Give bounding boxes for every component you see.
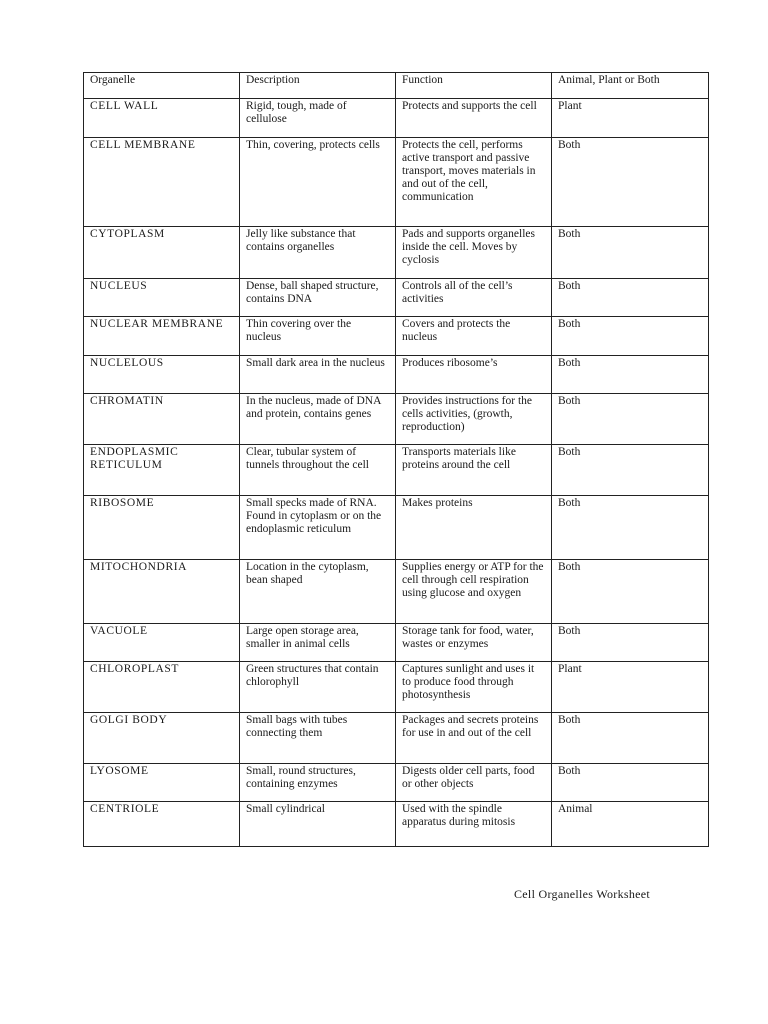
organelle-type: Both — [552, 445, 709, 496]
organelle-function: Pads and supports organelles inside the cell. Moves by cyclosis — [396, 227, 552, 279]
header-function: Function — [396, 73, 552, 99]
header-description: Description — [240, 73, 396, 99]
organelle-description: Small specks made of RNA. Found in cytoplasm or on the endoplasmic reticulum — [240, 496, 396, 560]
organelle-name: RIBOSOME — [84, 496, 240, 560]
organelle-name: LYOSOME — [84, 764, 240, 802]
organelle-description: Small dark area in the nucleus — [240, 356, 396, 394]
organelle-function: Used with the spindle apparatus during mitosis — [396, 802, 552, 847]
organelle-table — [83, 72, 709, 847]
organelle-type: Plant — [552, 662, 709, 713]
table-row — [84, 560, 709, 624]
organelle-function: Provides instructions for the cells activities, (growth, reproduction) — [396, 394, 552, 445]
table-row — [84, 662, 709, 713]
organelle-type: Plant — [552, 99, 709, 138]
organelle-name: NUCLEAR MEMBRANE — [84, 317, 240, 356]
organelle-type: Both — [552, 356, 709, 394]
organelle-name: CENTRIOLE — [84, 802, 240, 847]
organelle-function: Protects the cell, performs active transport and passive transport, moves materials in and out of the cell, communication — [396, 138, 552, 227]
organelle-description: Large open storage area, smaller in animal cells — [240, 624, 396, 662]
organelle-name: NUCLEUS — [84, 279, 240, 317]
organelle-name: GOLGI BODY — [84, 713, 240, 764]
organelle-function: Protects and supports the cell — [396, 99, 552, 138]
organelle-type: Both — [552, 713, 709, 764]
table-row — [84, 279, 709, 317]
organelle-name: CYTOPLASM — [84, 227, 240, 279]
table-row — [84, 802, 709, 847]
organelle-description: Green structures that contain chlorophyll — [240, 662, 396, 713]
table-row — [84, 227, 709, 279]
organelle-description: Thin, covering, protects cells — [240, 138, 396, 227]
organelle-type: Both — [552, 624, 709, 662]
organelle-function: Covers and protects the nucleus — [396, 317, 552, 356]
organelle-description: Small cylindrical — [240, 802, 396, 847]
organelle-type: Animal — [552, 802, 709, 847]
organelle-name: VACUOLE — [84, 624, 240, 662]
organelle-description: Rigid, tough, made of cellulose — [240, 99, 396, 138]
organelle-description: Thin covering over the nucleus — [240, 317, 396, 356]
table-row — [84, 99, 709, 138]
organelle-function: Supplies energy or ATP for the cell through cell respiration using glucose and oxygen — [396, 560, 552, 624]
organelle-function: Makes proteins — [396, 496, 552, 560]
table-row — [84, 445, 709, 496]
table-row — [84, 764, 709, 802]
organelle-name: NUCLELOUS — [84, 356, 240, 394]
organelle-type: Both — [552, 279, 709, 317]
organelle-name: MITOCHONDRIA — [84, 560, 240, 624]
organelle-type: Both — [552, 764, 709, 802]
organelle-description: Small bags with tubes connecting them — [240, 713, 396, 764]
table-row — [84, 356, 709, 394]
table-row — [84, 496, 709, 560]
organelle-type: Both — [552, 496, 709, 560]
table-row — [84, 713, 709, 764]
organelle-description: Jelly like substance that contains organelles — [240, 227, 396, 279]
table-row — [84, 394, 709, 445]
organelle-name: ENDOPLASMIC RETICULUM — [84, 445, 240, 496]
table-row — [84, 138, 709, 227]
organelle-function: Transports materials like proteins around the cell — [396, 445, 552, 496]
worksheet-title: Cell Organelles Worksheet — [514, 887, 651, 901]
organelle-function: Digests older cell parts, food or other objects — [396, 764, 552, 802]
organelle-type: Both — [552, 317, 709, 356]
organelle-type: Both — [552, 138, 709, 227]
organelle-name: CELL MEMBRANE — [84, 138, 240, 227]
organelle-function: Controls all of the cell’s activities — [396, 279, 552, 317]
organelle-function: Produces ribosome’s — [396, 356, 552, 394]
organelle-type: Both — [552, 227, 709, 279]
organelle-description: Location in the cytoplasm, bean shaped — [240, 560, 396, 624]
organelle-name: CHLOROPLAST — [84, 662, 240, 713]
organelle-name: CELL WALL — [84, 99, 240, 138]
organelle-function: Captures sunlight and uses it to produce food through photosynthesis — [396, 662, 552, 713]
table-header-row — [84, 73, 709, 99]
organelle-type: Both — [552, 560, 709, 624]
organelle-description: Small, round structures, containing enzymes — [240, 764, 396, 802]
table-row — [84, 317, 709, 356]
organelle-description: Dense, ball shaped structure, contains DNA — [240, 279, 396, 317]
organelle-description: In the nucleus, made of DNA and protein, contains genes — [240, 394, 396, 445]
header-organelle: Organelle — [84, 73, 240, 99]
organelle-function: Packages and secrets proteins for use in and out of the cell — [396, 713, 552, 764]
organelle-type: Both — [552, 394, 709, 445]
table-row — [84, 624, 709, 662]
organelle-description: Clear, tubular system of tunnels throughout the cell — [240, 445, 396, 496]
organelle-function: Storage tank for food, water, wastes or enzymes — [396, 624, 552, 662]
organelle-name: CHROMATIN — [84, 394, 240, 445]
header-animal-plant-both: Animal, Plant or Both — [552, 73, 709, 99]
